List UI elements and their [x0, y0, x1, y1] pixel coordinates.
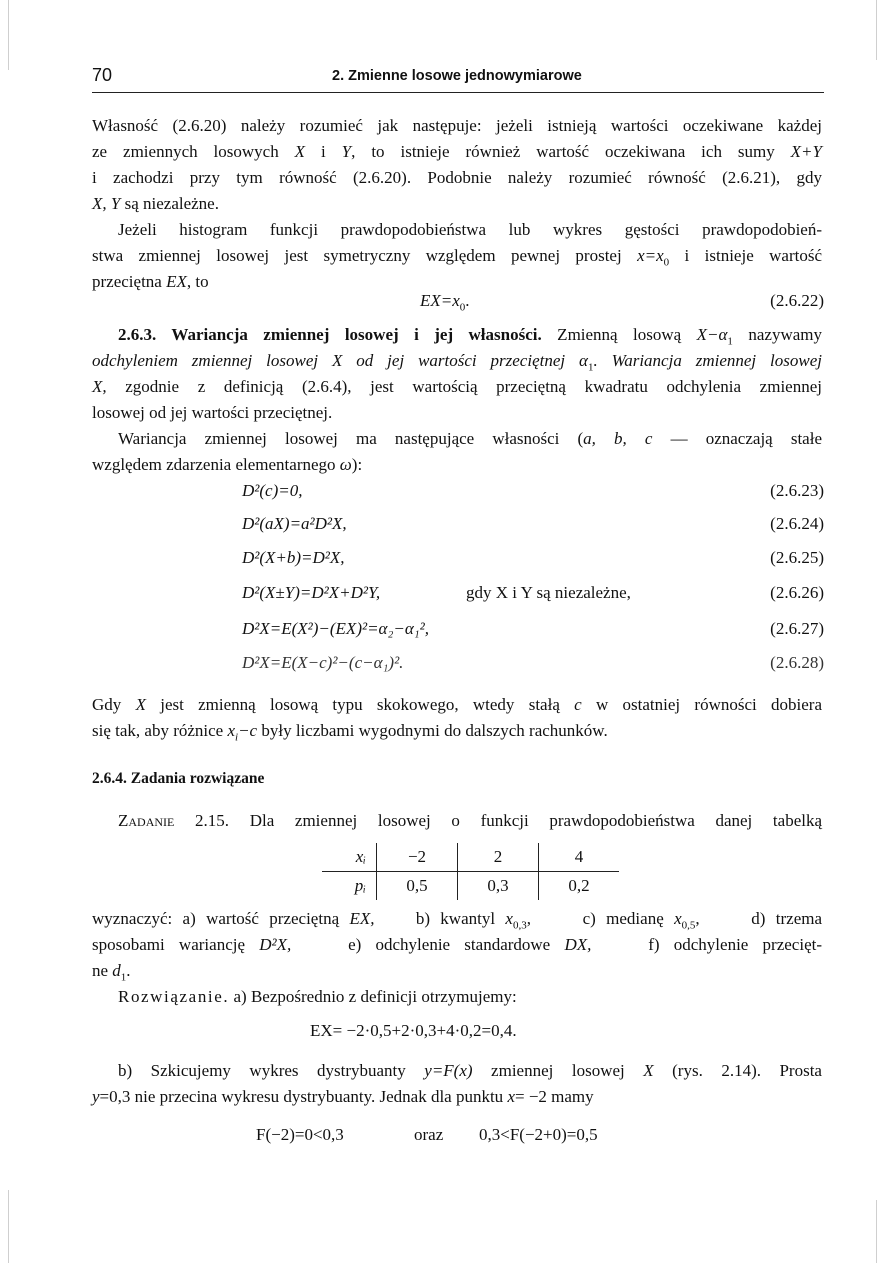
paragraph-line: b) Szkicujemy wykres dystrybuanty y=F(x) zmiennej losowej X (rys. 2.14). Prosta: [118, 1061, 822, 1080]
equation-number: (2.6.25): [770, 548, 824, 567]
table-cell: 0,2: [539, 872, 620, 901]
paragraph-line: sposobami wariancję D²X, e) odchylenie standardowe DX, f) odchylenie przecięt-: [92, 935, 822, 954]
section-heading: 2.6.3. Wariancja zmiennej losowej i jej własności.: [118, 325, 542, 344]
equation-number: (2.6.24): [770, 514, 824, 533]
table-cell: 0,3: [458, 872, 539, 901]
equation-number: (2.6.22): [770, 291, 824, 310]
equation-formula: D²(X+b)=D²X,: [242, 548, 345, 567]
table-cell: 0,5: [377, 872, 458, 901]
running-title: 2. Zmienne losowe jednowymiarowe: [332, 68, 582, 84]
table-cell: 4: [539, 843, 620, 872]
paragraph-line: y=0,3 nie przecina wykresu dystrybuanty. Jednak dla punktu x= −2 mamy: [92, 1087, 594, 1106]
equation-formula: D²X=E(X−c)²−(c−α₁)².: [242, 653, 404, 672]
equation-formula: D²(X±Y)=D²X+D²Y,: [242, 583, 381, 602]
header-rule: [92, 92, 824, 93]
paragraph-line: stwa zmiennej losowej jest symetryczny względem pewnej prostej $x=x_0$ i istnieje wartość: [92, 246, 822, 269]
equation-number: (2.6.28): [770, 653, 824, 672]
table-row: [322, 843, 619, 872]
paragraph-line: X, zgodnie z definicją (2.6.4), jest wartością przeciętną kwadratu odchylenia zmiennej: [92, 377, 822, 396]
scan-edge-line: [876, 0, 877, 60]
paragraph-line: wyznaczyć: a) wartość przeciętną EX, b) kwantyl $x_{0,3}$, c) medianę $x_{0,5}$, d) trzema: [92, 909, 823, 932]
paragraph-line: się tak, aby różnice $x_i-c$ były liczbami wygodnymi do dalszych rachunków.: [92, 721, 608, 744]
equation-expected-value: EX= −2·0,5+2·0,3+4·0,2=0,4.: [310, 1021, 517, 1040]
paragraph-line: ze zmiennych losowych X i Y, to istnieje również wartość oczekiwana ich sumy X+Y: [92, 142, 822, 161]
paragraph-line: Wariancja zmiennej losowej ma następujące własności (a, b, c — oznaczają stałe: [118, 429, 822, 448]
equation-number: (2.6.23): [770, 481, 824, 500]
paragraph-line: losowej od jej wartości przeciętnej.: [92, 403, 333, 422]
paragraph-line: i zachodzi przy tym równość (2.6.20). Podobnie należy rozumieć równość (2.6.21), gdy: [92, 168, 822, 187]
paragraph-line: X, Y są niezależne.: [92, 194, 219, 213]
paragraph-line: przeciętna EX, to: [92, 272, 209, 291]
equation-connector: oraz: [414, 1125, 444, 1144]
table-row-header: pᵢ: [354, 876, 366, 895]
paragraph-line: ne $d_1$.: [92, 961, 131, 984]
paragraph-line: Jeżeli histogram funkcji prawdopodobieństwa lub wykres gęstości prawdopodobień-: [118, 220, 822, 239]
equation-inequality: 0,3<F(−2+0)=0,5: [479, 1125, 598, 1144]
scan-edge-line: [876, 1200, 877, 1263]
equation-number: (2.6.27): [770, 619, 824, 638]
paragraph-line: Zadanie 2.15. Dla zmiennej losowej o funkcji prawdopodobieństwa danej tabelką: [118, 811, 823, 830]
table-row-header: xᵢ: [322, 843, 377, 872]
paragraph-line: odchyleniem zmiennej losowej X od jej wartości przeciętnej $\alpha_1$. Wariancja zmiennej losowej: [92, 351, 822, 374]
solution-label: Rozwiązanie.: [118, 987, 230, 1006]
page-number: 70: [92, 65, 113, 85]
equation-inequality: F(−2)=0<0,3: [256, 1125, 344, 1144]
paragraph-line: Własność (2.6.20) należy rozumieć jak następuje: jeżeli istnieją wartości oczekiwane każdej: [92, 116, 822, 135]
equation-formula: D²(c)=0,: [242, 481, 303, 500]
scan-edge-line: [8, 1190, 9, 1263]
paragraph-line: Rozwiązanie. a) Bezpośrednio z definicji otrzymujemy:: [118, 987, 517, 1006]
probability-table: [322, 843, 619, 900]
table-row: [322, 872, 619, 901]
paragraph-line: względem zdarzenia elementarnego ω):: [92, 455, 363, 474]
table-cell: −2: [377, 843, 458, 872]
paragraph-line: 2.6.3. Wariancja zmiennej losowej i jej własności. Zmienną losową $X-\alpha_1$ nazywamy: [118, 325, 822, 348]
equation-condition: gdy X i Y są niezależne,: [466, 583, 631, 602]
equation-formula: D²(aX)=a²D²X,: [242, 514, 347, 533]
table-cell: 2: [458, 843, 539, 872]
task-label: Zadanie: [118, 811, 175, 830]
equation-number: (2.6.26): [770, 583, 824, 602]
page-header: [92, 62, 824, 90]
equation-formula: D²X=E(X²)−(EX)²=α₂−α₁²,: [242, 619, 430, 638]
section-heading: 2.6.4. Zadania rozwiązane: [92, 770, 265, 787]
scan-edge-line: [8, 0, 9, 70]
equation-2-6-22: $EX=x_0$.: [420, 291, 470, 314]
paragraph-line: Gdy X jest zmienną losową typu skokowego, wtedy stałą c w ostatniej równości dobiera: [92, 695, 822, 714]
